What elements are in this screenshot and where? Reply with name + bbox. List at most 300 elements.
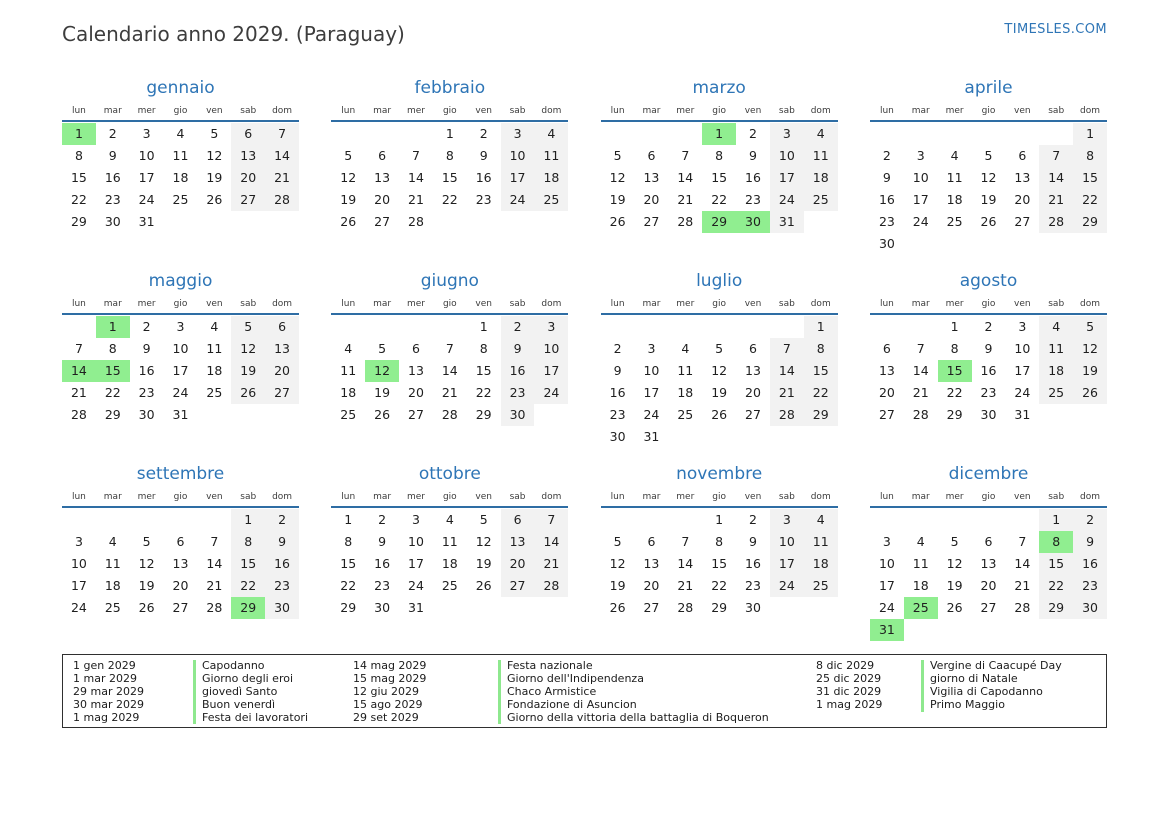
empty-cell [601,619,635,641]
empty-cell [433,316,467,338]
holiday-date: 14 mag 2029 [353,659,427,672]
day-cell: 28 [265,189,299,211]
day-cell: 9 [142,341,151,356]
weekday-header-row [870,491,1107,506]
day-cell: 22 [804,382,838,404]
holiday-date: 1 gen 2029 [73,659,136,672]
day-cell: 24 [501,189,535,211]
day-cell: 1 [1073,123,1107,145]
day-cell: 10 [770,145,804,167]
month-settembre [62,461,299,654]
empty-cell [501,211,535,233]
empty-cell [635,316,669,338]
day-cell: 8 [715,148,724,163]
day-cell: 13 [231,145,265,167]
day-cell: 27 [1014,214,1031,229]
day-grid [870,316,1107,448]
weekday-header: dom [810,492,831,502]
day-cell: 25 [206,385,223,400]
empty-cell [399,233,433,255]
weekday-header: ven [1014,106,1031,116]
day-cell: 24 [534,382,568,404]
legend-entry [353,712,816,725]
day-cell: 27 [980,600,997,615]
day-cell: 2 [265,509,299,531]
empty-cell [467,233,501,255]
day-cell: 9 [108,148,117,163]
day-cell: 26 [711,407,728,422]
weekday-header: mer [137,492,156,502]
day-cell: 8 [231,531,265,553]
empty-cell [130,509,164,531]
month-divider-line [601,120,838,122]
weekday-header: lun [341,492,356,502]
day-cell: 16 [745,556,761,571]
empty-cell [804,597,838,619]
day-cell: 8 [715,534,724,549]
empty-cell [62,619,96,641]
empty-cell [601,233,635,255]
day-cell: 17 [643,385,660,400]
day-cell: 22 [711,192,728,207]
day-cell: 29 [1039,597,1073,619]
empty-cell [635,619,669,641]
day-cell: 30 [1073,597,1107,619]
weekday-header: lun [71,106,86,116]
day-cell: 6 [1018,148,1027,163]
day-cell: 25 [904,597,938,619]
day-cell: 23 [501,382,535,404]
day-cell: 7 [210,534,219,549]
empty-cell [635,509,669,531]
day-cell: 6 [411,341,420,356]
weekday-header: mer [406,106,425,116]
empty-cell [1039,619,1073,641]
day-cell: 2 [984,319,993,334]
holiday-name: Festa dei lavoratori [193,712,353,725]
day-cell: 3 [534,316,568,338]
empty-cell [668,316,702,338]
empty-cell [433,619,467,641]
holiday-name: Primo Maggio [921,699,1005,712]
holiday-name: Vergine di Caacupé Day [921,660,1062,673]
weekday-header: mer [137,106,156,116]
empty-cell [668,619,702,641]
weekday-header: sab [509,299,526,309]
weekday-header: gio [712,492,727,502]
empty-cell [231,426,265,448]
month-title: giugno [420,271,479,291]
month-title: settembre [136,464,225,484]
day-cell: 1 [1039,509,1073,531]
empty-cell [668,123,702,145]
weekday-header: lun [610,492,625,502]
month-divider-line [331,120,568,122]
day-cell: 13 [265,338,299,360]
day-cell: 21 [1014,578,1031,593]
day-cell: 24 [643,407,660,422]
day-cell: 14 [265,145,299,167]
day-cell: 8 [74,148,83,163]
day-cell: 6 [265,316,299,338]
weekday-header: sab [1048,492,1065,502]
day-grid [62,316,299,448]
day-cell: 17 [138,170,155,185]
day-cell: 26 [980,214,997,229]
day-cell: 25 [441,578,458,593]
day-cell: 2 [613,341,622,356]
weekday-header: mer [137,299,156,309]
month-divider-line [62,120,299,122]
legend-entry [816,699,1062,712]
empty-cell [164,211,198,233]
day-cell: 18 [912,578,929,593]
weekday-header: gio [173,492,188,502]
month-marzo [601,75,838,268]
day-cell: 22 [104,385,121,400]
holiday-name: Chaco Armistice [498,686,816,699]
empty-cell [399,426,433,448]
day-cell: 10 [408,534,424,549]
empty-cell [972,619,1006,641]
weekday-header: mer [406,492,425,502]
day-cell: 21 [408,192,424,207]
day-cell: 8 [1039,531,1073,553]
day-cell: 1 [344,512,353,527]
day-cell: 23 [475,192,492,207]
empty-cell [938,233,972,255]
day-cell: 20 [501,553,535,575]
empty-cell [197,619,231,641]
day-cell: 10 [138,148,155,163]
day-cell: 13 [980,556,997,571]
day-cell: 25 [534,189,568,211]
day-cell: 12 [609,170,626,185]
weekday-header: dom [810,106,831,116]
day-cell: 16 [374,556,391,571]
day-cell: 11 [206,341,223,356]
day-cell: 1 [96,316,130,338]
day-cell: 2 [749,512,757,527]
empty-cell [433,597,467,619]
empty-cell [365,426,399,448]
empty-cell [265,426,299,448]
day-cell: 2 [501,316,535,338]
empty-cell [870,316,904,338]
empty-cell [231,404,265,426]
day-cell: 24 [770,189,804,211]
day-grid [331,316,568,448]
empty-cell [736,316,770,338]
holiday-date: 25 dic 2029 [816,671,882,685]
empty-cell [904,233,938,255]
weekday-header: dom [1080,299,1101,309]
empty-cell [770,426,804,448]
empty-cell [635,123,669,145]
day-cell: 1 [445,126,454,141]
day-cell: 24 [770,575,804,597]
day-cell: 28 [534,575,568,597]
day-cell: 18 [804,167,838,189]
day-cell: 23 [745,192,761,207]
day-cell: 7 [770,338,804,360]
day-cell: 10 [912,170,929,185]
empty-cell [972,426,1006,448]
weekday-header: lun [879,299,894,309]
empty-cell [164,619,198,641]
empty-cell [938,509,972,531]
weekday-header: dom [1080,106,1101,116]
month-agosto [870,268,1107,461]
weekday-header-row [870,298,1107,313]
site-link[interactable]: TIMESLES.COM [1004,22,1107,37]
day-cell: 19 [475,556,492,571]
empty-cell [130,233,164,255]
empty-cell [501,597,535,619]
day-cell: 26 [340,214,357,229]
day-cell: 13 [374,170,391,185]
day-cell: 11 [441,534,458,549]
empty-cell [938,123,972,145]
holiday-date: 29 mar 2029 [73,684,144,698]
weekday-header: mer [945,106,964,116]
day-cell: 9 [749,148,757,163]
empty-cell [62,426,96,448]
empty-cell [501,233,535,255]
day-cell: 21 [534,553,568,575]
day-cell: 12 [946,556,963,571]
empty-cell [770,619,804,641]
empty-cell [804,211,838,233]
month-title: gennaio [146,78,215,98]
day-cell: 21 [770,382,804,404]
weekday-header: dom [810,299,831,309]
day-cell: 30 [138,407,155,422]
empty-cell [770,233,804,255]
day-cell: 17 [1014,363,1031,378]
day-cell: 14 [677,556,694,571]
day-cell: 19 [374,385,391,400]
day-cell: 11 [172,148,189,163]
day-cell: 10 [770,531,804,553]
day-cell: 24 [70,600,87,615]
day-cell: 31 [643,429,660,444]
day-cell: 13 [1014,170,1031,185]
day-cell: 17 [534,360,568,382]
weekday-header: mar [642,106,661,116]
day-cell: 30 [736,211,770,233]
empty-cell [399,619,433,641]
day-grid [870,123,1107,255]
day-cell: 5 [210,126,219,141]
day-cell: 3 [647,341,656,356]
day-cell: 18 [1039,360,1073,382]
day-cell: 5 [984,148,993,163]
empty-cell [770,316,804,338]
day-cell: 7 [445,341,454,356]
day-cell: 1 [715,512,724,527]
empty-cell [467,211,501,233]
empty-cell [972,233,1006,255]
day-cell: 7 [265,123,299,145]
empty-cell [534,404,568,426]
legend-entry [73,712,353,725]
empty-cell [904,123,938,145]
day-cell: 17 [912,192,929,207]
weekday-header-row [601,491,838,506]
weekday-header: sab [240,492,257,502]
day-cell: 6 [647,534,656,549]
day-cell: 30 [265,597,299,619]
weekday-header: mar [103,299,122,309]
day-cell: 11 [340,363,357,378]
day-cell: 28 [677,214,694,229]
day-cell: 14 [770,360,804,382]
weekday-header: gio [173,106,188,116]
weekday-header-row [601,105,838,120]
day-cell: 26 [609,214,626,229]
day-cell: 16 [745,170,761,185]
day-cell: 27 [408,407,424,422]
months-grid [62,75,1107,654]
day-cell: 20 [980,578,997,593]
day-cell: 20 [172,578,189,593]
day-cell: 17 [70,578,87,593]
day-cell: 9 [882,170,891,185]
weekday-header: mer [676,299,695,309]
holiday-date: 15 mag 2029 [353,671,427,685]
day-cell: 16 [1073,553,1107,575]
day-cell: 3 [770,123,804,145]
day-cell: 4 [534,123,568,145]
day-cell: 4 [1039,316,1073,338]
weekday-header-row [331,491,568,506]
empty-cell [904,509,938,531]
day-cell: 23 [745,578,761,593]
day-cell: 11 [804,531,838,553]
day-cell: 31 [1014,407,1031,422]
day-cell: 6 [378,148,387,163]
weekday-header-row [331,298,568,313]
empty-cell [365,316,399,338]
day-cell: 7 [681,148,690,163]
empty-cell [702,619,736,641]
day-cell: 17 [408,556,424,571]
day-cell: 27 [231,189,265,211]
legend-entry [816,673,1062,686]
day-cell: 22 [441,192,458,207]
day-cell: 24 [878,600,895,615]
weekday-header: mer [945,492,964,502]
holiday-date: 29 set 2029 [353,710,419,724]
empty-cell [467,619,501,641]
day-cell: 29 [1073,211,1107,233]
weekday-header: lun [610,106,625,116]
empty-cell [635,233,669,255]
day-cell: 1 [479,319,488,334]
weekday-header: lun [71,492,86,502]
day-cell: 7 [1018,534,1027,549]
weekday-header: gio [981,299,996,309]
weekday-header: ven [475,299,492,309]
empty-cell [1005,619,1039,641]
empty-cell [1073,426,1107,448]
day-grid [62,509,299,641]
day-cell: 25 [804,575,838,597]
weekday-header: mer [676,106,695,116]
day-cell: 15 [96,360,130,382]
weekday-header: mer [406,299,425,309]
day-grid [601,316,838,448]
day-cell: 23 [374,578,391,593]
day-cell: 23 [265,575,299,597]
month-title: novembre [676,464,763,484]
day-cell: 15 [475,363,492,378]
day-cell: 19 [980,192,997,207]
weekday-header: ven [1014,492,1031,502]
day-cell: 14 [441,363,458,378]
day-cell: 16 [980,363,997,378]
day-cell: 19 [946,578,963,593]
day-cell: 19 [340,192,357,207]
day-cell: 5 [1073,316,1107,338]
empty-cell [331,233,365,255]
day-cell: 7 [681,534,690,549]
day-cell: 27 [878,407,895,422]
day-cell: 20 [231,167,265,189]
weekday-header: gio [442,299,457,309]
day-cell: 16 [878,192,895,207]
day-cell: 12 [365,360,399,382]
day-cell: 27 [643,214,660,229]
day-cell: 22 [1073,189,1107,211]
day-cell: 26 [138,600,155,615]
empty-cell [601,316,635,338]
day-cell: 7 [916,341,925,356]
day-cell: 18 [677,385,694,400]
day-cell: 11 [1039,338,1073,360]
day-cell: 5 [613,148,622,163]
day-cell: 27 [172,600,189,615]
empty-cell [467,426,501,448]
day-cell: 24 [912,214,929,229]
empty-cell [601,123,635,145]
month-title: marzo [692,78,746,98]
weekday-header: gio [981,106,996,116]
month-title: dicembre [948,464,1029,484]
empty-cell [870,509,904,531]
day-cell: 21 [1039,189,1073,211]
day-cell: 28 [441,407,458,422]
day-cell: 1 [804,316,838,338]
empty-cell [231,619,265,641]
empty-cell [331,123,365,145]
holiday-name: Vigilia di Capodanno [921,686,1043,699]
weekday-header: sab [509,492,526,502]
empty-cell [702,426,736,448]
day-cell: 9 [984,341,993,356]
day-cell: 1 [702,123,736,145]
day-cell: 12 [340,170,357,185]
holiday-name: Festa nazionale [498,660,816,673]
day-cell: 6 [647,148,656,163]
day-cell: 4 [176,126,185,141]
day-cell: 18 [441,556,458,571]
month-divider-line [62,313,299,315]
day-cell: 15 [70,170,87,185]
day-cell: 17 [770,167,804,189]
day-cell: 18 [804,553,838,575]
